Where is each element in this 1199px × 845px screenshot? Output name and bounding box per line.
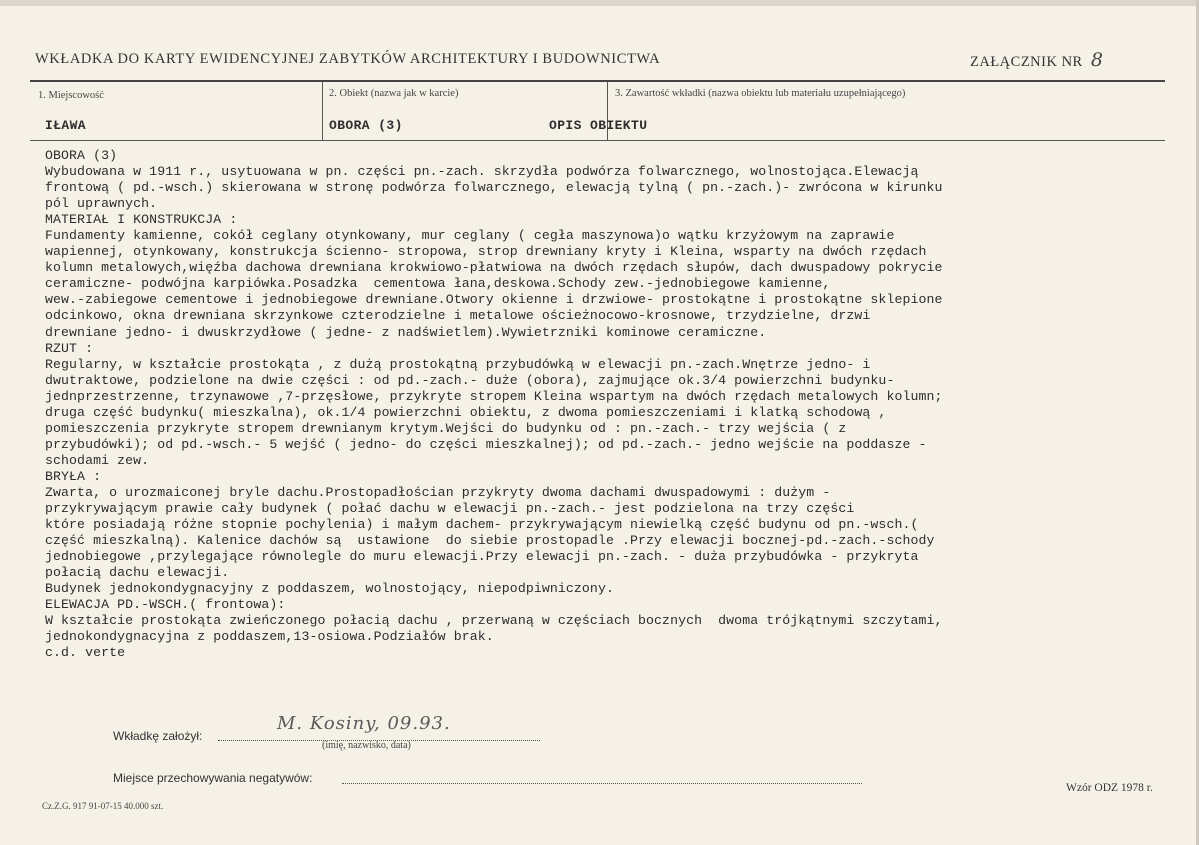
description-line: RZUT : [45, 340, 94, 356]
description-line: BRYŁA : [45, 468, 102, 484]
description-line: schodami zew. [45, 452, 150, 468]
description-line: druga część budynku( mieszkalna), ok.1/4 powierzchni obiektu, z dwoma pomieszczeniami i klatką schodową , [45, 404, 887, 420]
handwritten-signature: M. Kosiny, 09.93. [277, 713, 451, 734]
description-line: pól uprawnych. [45, 196, 158, 212]
paper-top-edge [0, 0, 1199, 6]
field-row-top-line [30, 80, 1165, 82]
description-line: jednobiegowe ,przylegające równolegle do muru elewacji.Przy elewacji pn.-zach. - duża przybudówka - przykryta [45, 549, 919, 565]
template-info: Wzór ODZ 1978 r. [1066, 782, 1153, 794]
description-line: wapiennej, otynkowany, konstrukcja ścienno- stropowa, strop drewniany kryty i Kleina, wsparty na dwóch rzędach [45, 244, 927, 260]
description-line: drewniane jedno- i dwuskrzydłowe ( jedne- z nadświetlem).Wywietrzniki kominowe ceramiczne. [45, 324, 767, 340]
description-line: które posiadają różne stopnie pochylenia) i małym dachem- przykrywającym niewielką część budynu od pn.-wsch.( [45, 517, 919, 533]
insert-author-label: Wkładkę założył: [113, 729, 203, 743]
signature-note: (imię, nazwisko, data) [322, 740, 411, 751]
description-line: c.d. verte [45, 645, 126, 661]
locality-value: IŁAWA [45, 118, 87, 133]
description-line: jednprzestrzenne, trzynawowe ,7-przęsłowe, przykryte stropem Kleina wspartym na dwóch rzędach metalowych kolumn; [45, 388, 943, 404]
field-row-bottom-line [30, 140, 1165, 141]
description-line: ELEWACJA PD.-WSCH.( frontowa): [45, 597, 286, 613]
description-line: przybudówki); od pd.-wsch.- 5 wejść ( jedno- do części mieszkalnej); od pd.-zach.- jedno wejście na poddasze - [45, 436, 927, 452]
description-line: przykrywającym prawie cały budynek ( połać dachu w elewacji pn.-zach.- jest podzielona na trzy części [45, 501, 855, 517]
description-line: Budynek jednokondygnacyjny z poddaszem, wolnostojący, niepodpiwniczony. [45, 581, 614, 597]
description-line: Regularny, w kształcie prostokąta , z dużą prostokątną przybudówką w elewacji pn.-zach.Wnętrze jedno- i [45, 356, 871, 372]
description-line: MATERIAŁ I KONSTRUKCJA : [45, 212, 238, 228]
description-line: jednokondygnacyjna z poddaszem,13-osiowa.Podziałów brak. [45, 629, 494, 645]
description-line: dwutraktowe, podzielone na dwie części : od pd.-zach.- duże (obora), zajmujące ok.3/4 powierzchni budynku- [45, 372, 895, 388]
annex-label: ZAŁĄCZNIK NR [970, 54, 1083, 70]
negatives-line [342, 783, 862, 784]
description-line: część mieszkalną). Kalenice dachów są ustawione do siebie prostopadle .Przy elewacji bocznej-pd.-zach.-schody [45, 533, 935, 549]
object-value: OBORA (3) [329, 118, 403, 133]
description-line: Fundamenty kamienne, cokół ceglany otynkowany, mur ceglany ( cegła maszynowa)o wątku krzyżowym na zaprawie [45, 228, 895, 244]
description-line: pomieszczenia przykryte stropem drewnianym krytym.Wejści do budynku od : pn.-zach.- trzy wejścia ( z [45, 420, 847, 436]
contents-value: OPIS OBIEKTU [549, 118, 648, 133]
description-line: odcinkowo, okna drewniana skrzynkowe czterodzielne i metalowe ościeżnocowo-krosnowe, trzydzielne, drzwi [45, 308, 871, 324]
annex-handwritten-number: 8 [1090, 49, 1104, 71]
description-line: W kształcie prostokąta zwieńczonego połacią dachu , przerwaną w częściach bocznych dwoma trójkątnymi szczytami, [45, 613, 943, 629]
negatives-label: Miejsce przechowywania negatywów: [113, 771, 313, 785]
form-title: WKŁADKA DO KARTY EWIDENCYJNEJ ZABYTKÓW ARCHITEKTURY I BUDOWNICTWA [35, 51, 661, 67]
locality-label: 1. Miejscowość [38, 90, 104, 101]
object-label: 2. Obiekt (nazwa jak w karcie) [329, 88, 459, 99]
print-info: Cz.Z.G. 917 91-07-15 40.000 szt. [42, 801, 164, 811]
description-line: połacią dachu elewacji. [45, 565, 230, 581]
description-line: kolumn metalowych,więźba dachowa drewniana krokwiowo-płatwiowa na dwóch rzędach słupów, dach dwuspadowy pokrycie [45, 260, 943, 276]
description-line: Wybudowana w 1911 r., usytuowana w pn. części pn.-zach. skrzydła podwórza folwarcznego, wolnostojąca.Elewacją [45, 164, 919, 180]
field-divider-1 [322, 81, 323, 140]
annex-number [970, 49, 1103, 71]
description-line: Zwarta, o urozmaiconej bryle dachu.Prostopadłościan przykryty dwoma dachami dwuspadowymi : dużym - [45, 484, 831, 500]
description-line: OBORA (3) [45, 148, 118, 163]
description-line: ceramiczne- podwójna karpiówka.Posadzka cementowa łana,deskowa.Schody zew.-jednobiegowe kamienne, [45, 276, 831, 292]
description-line: wew.-zabiegowe cementowe i jednobiegowe drewniane.Otwory okienne i drzwiowe- prostokątne i prostokątne sklepione [45, 292, 943, 308]
object-description-text [45, 148, 1155, 662]
contents-label: 3. Zawartość wkładki (nazwa obiektu lub materiału uzupełniającego) [615, 88, 906, 99]
description-line: frontową ( pd.-wsch.) skierowana w stronę podwórza folwarcznego, elewacją tylną ( pn.-zach.)- zwrócona w kirunku [45, 180, 943, 196]
